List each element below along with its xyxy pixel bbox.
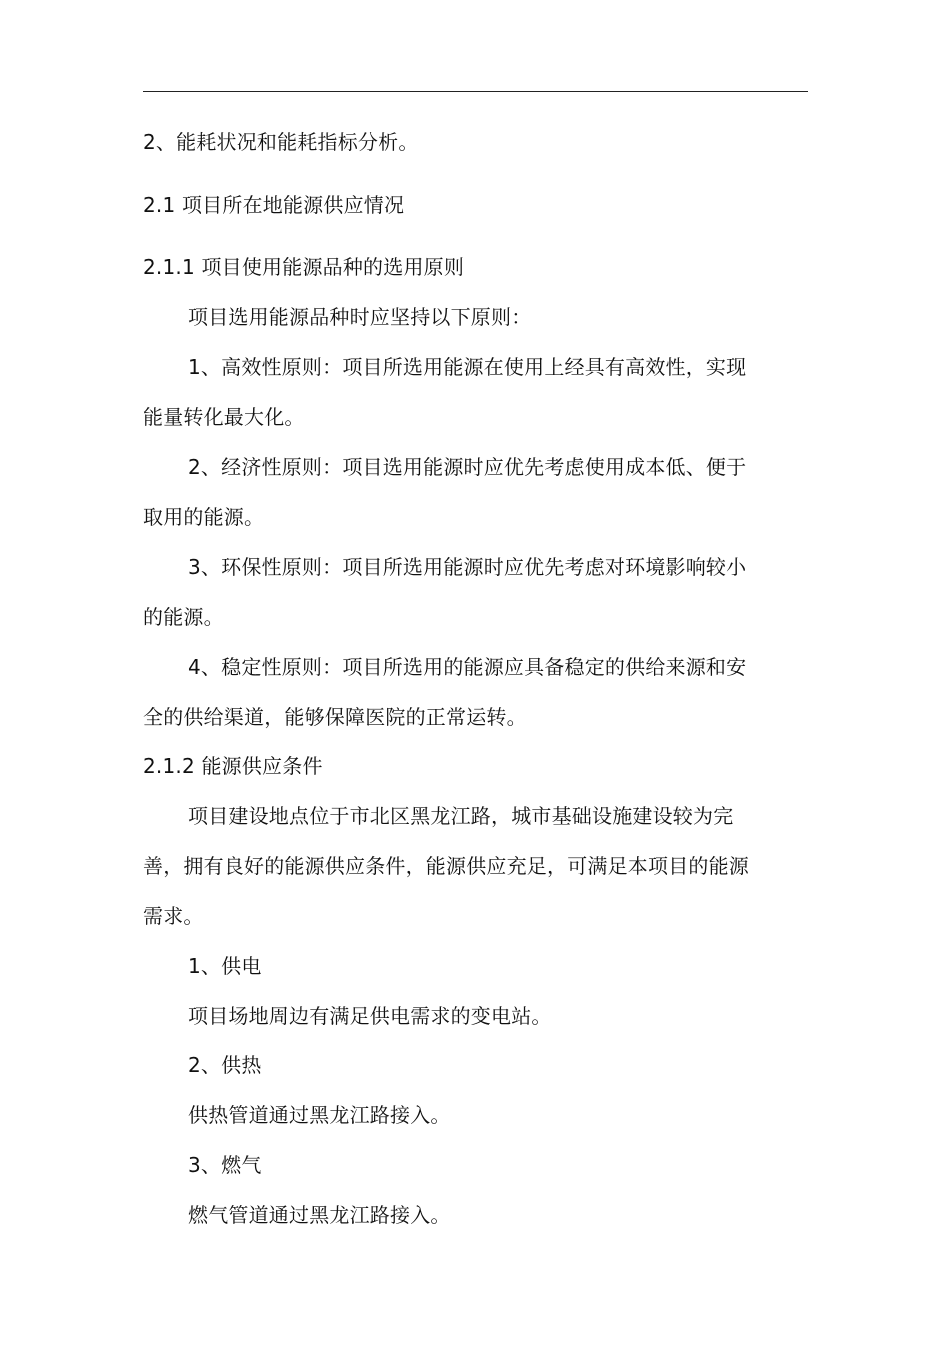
principle-4-line-2: 全的供给渠道，能够保障医院的正常运转。	[143, 705, 527, 729]
supply-situation-heading: 2.1 项目所在地能源供应情况	[143, 193, 405, 217]
heating-text: 供热管道通过黑龙江路接入。	[188, 1103, 451, 1127]
principle-3-line-2: 的能源。	[143, 605, 224, 629]
energy-analysis-heading: 2、能耗状况和能耗指标分析。	[143, 130, 419, 154]
conditions-line-1: 项目建设地点位于市北区黑龙江路，城市基础设施建设较为完	[188, 804, 734, 828]
header-rule	[143, 91, 808, 92]
conditions-line-3: 需求。	[143, 904, 204, 928]
heating-heading: 2、供热	[188, 1053, 262, 1077]
principle-1-line-2: 能量转化最大化。	[143, 405, 305, 429]
principle-3-line-1: 3、环保性原则：项目所选用能源时应优先考虑对环境影响较小	[188, 555, 747, 579]
gas-heading: 3、燃气	[188, 1153, 262, 1177]
electricity-text: 项目场地周边有满足供电需求的变电站。	[188, 1004, 552, 1028]
electricity-heading: 1、供电	[188, 954, 262, 978]
selection-intro: 项目选用能源品种时应坚持以下原则：	[188, 305, 532, 329]
principle-1-line-1: 1、高效性原则：项目所选用能源在使用上经具有高效性，实现	[188, 355, 747, 379]
gas-text: 燃气管道通过黑龙江路接入。	[188, 1203, 451, 1227]
conditions-line-2: 善，拥有良好的能源供应条件，能源供应充足，可满足本项目的能源	[143, 854, 749, 878]
principle-4-line-1: 4、稳定性原则：项目所选用的能源应具备稳定的供给来源和安	[188, 655, 747, 679]
principle-2-line-2: 取用的能源。	[143, 505, 265, 529]
supply-conditions-heading: 2.1.2 能源供应条件	[143, 754, 323, 778]
principle-2-line-1: 2、经济性原则：项目选用能源时应优先考虑使用成本低、便于	[188, 455, 747, 479]
selection-principles-heading: 2.1.1 项目使用能源品种的选用原则	[143, 255, 465, 279]
